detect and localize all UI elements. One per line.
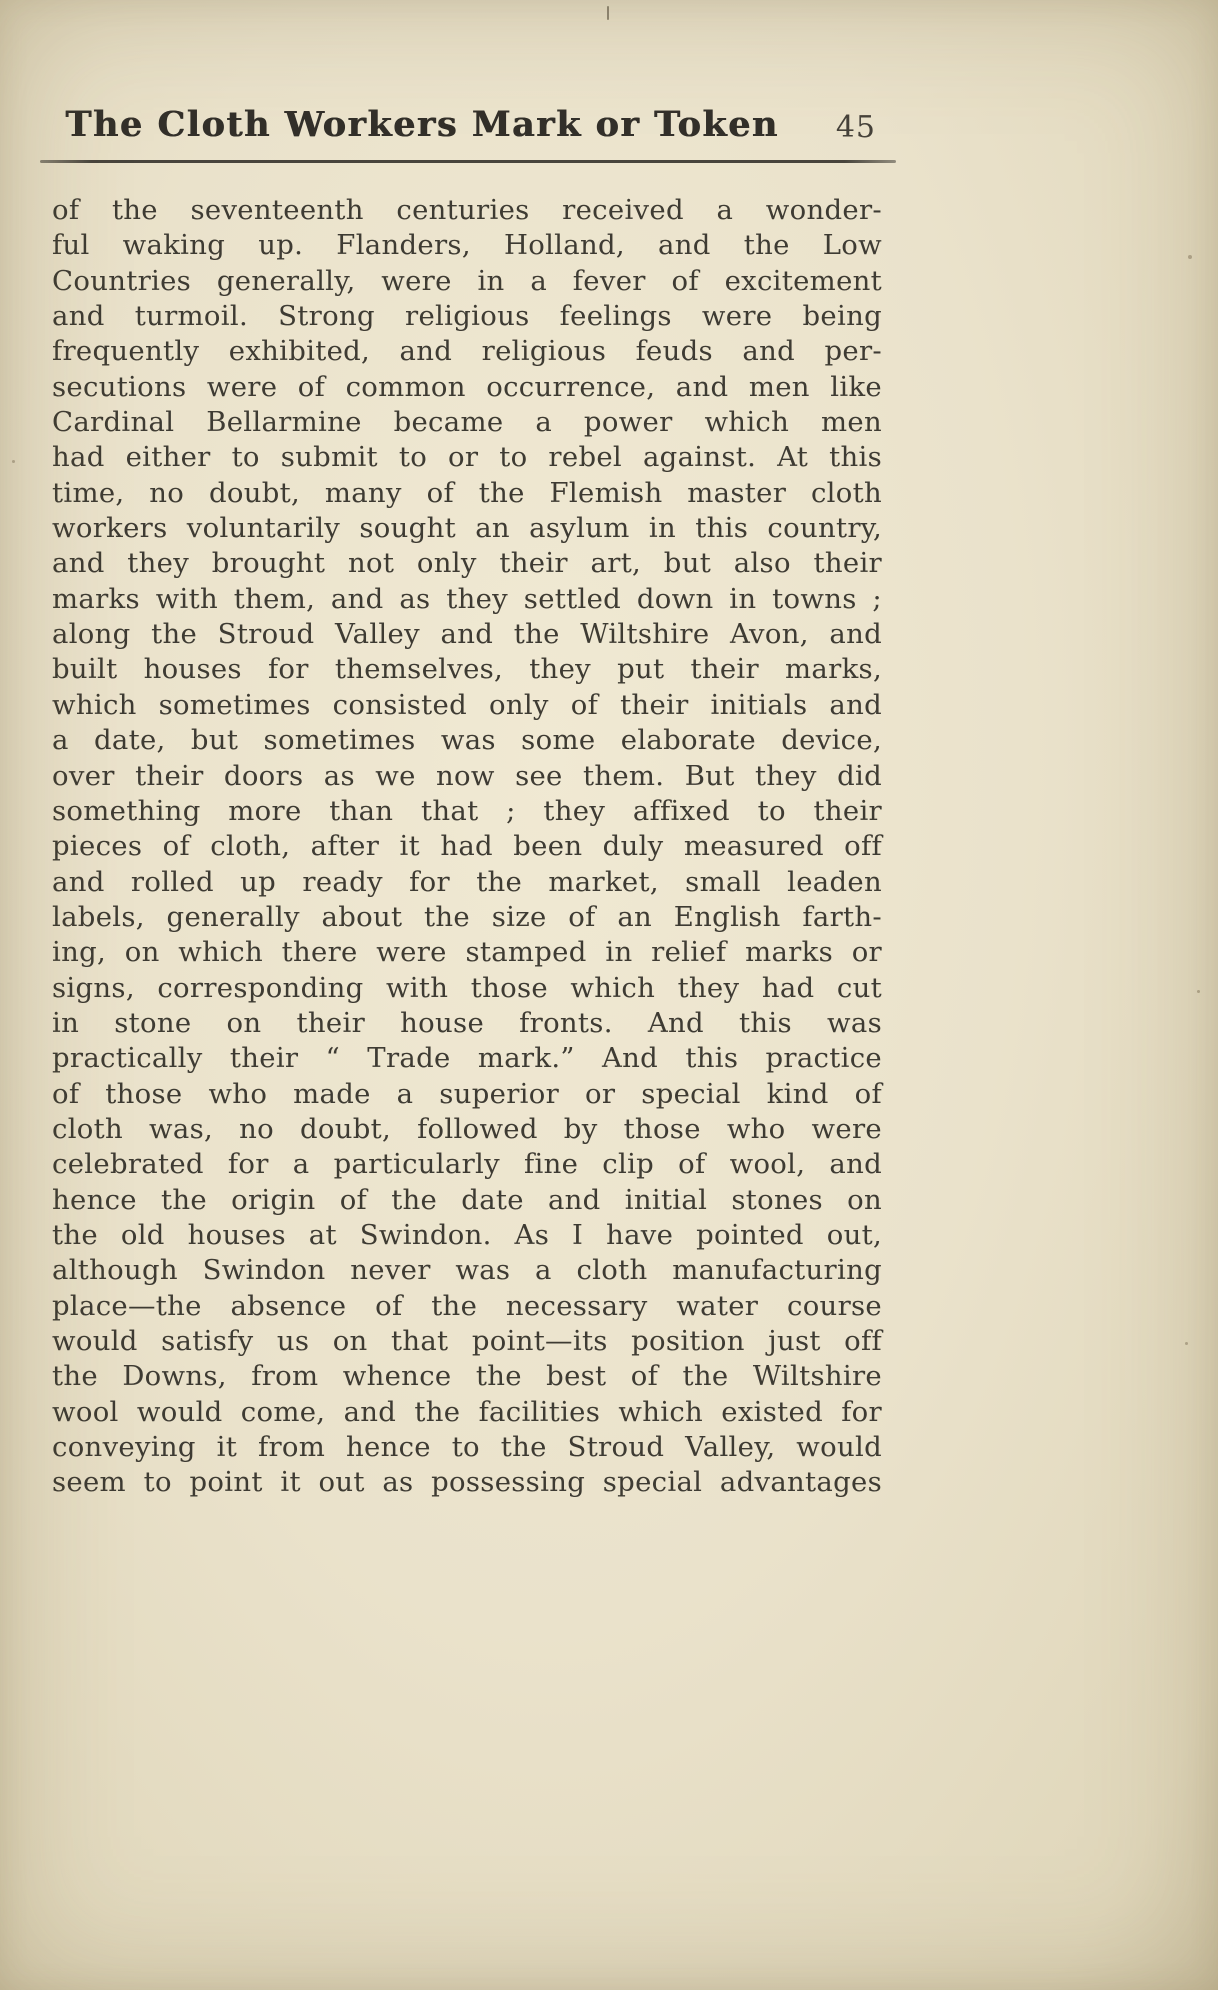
text-line: ful waking up. Flanders, Holland, and the Low (52, 229, 882, 262)
page-header (52, 104, 882, 156)
text-line: something more than that ; they affixed to their (52, 794, 882, 827)
text-line: Cardinal Bellarmine became a power which men (52, 406, 882, 439)
text-line: a date, but sometimes was some elaborate device, (52, 724, 882, 757)
text-line: signs, corresponding with those which they had cut (52, 971, 882, 1004)
body-text (52, 193, 882, 1501)
page-number: 45 (835, 110, 876, 145)
text-line: although Swindon never was a cloth manufacturing (52, 1254, 882, 1287)
text-line: would satisfy us on that point—its position just off (52, 1325, 882, 1357)
text-line: over their doors as we now see them. But they did (52, 759, 882, 792)
scan-speck (1197, 990, 1200, 993)
text-line: seem to point it out as possessing special advantages (52, 1466, 882, 1499)
text-line: of those who made a superior or special kind of (52, 1077, 882, 1110)
text-line: of the seventeenth centuries received a wonder- (52, 194, 882, 226)
text-line: the Downs, from whence the best of the Wiltshire (52, 1360, 882, 1393)
text-line: celebrated for a particularly fine clip of wool, and (52, 1148, 882, 1181)
text-line: along the Stroud Valley and the Wiltshire Avon, and (52, 618, 882, 651)
text-line: pieces of cloth, after it had been duly measured off (52, 830, 882, 863)
text-line: and they brought not only their art, but also their (52, 547, 882, 580)
text-line: which sometimes consisted only of their initials and (52, 688, 882, 721)
text-line: hence the origin of the date and initial stones on (52, 1183, 882, 1216)
text-line: frequently exhibited, and religious feuds and per- (52, 335, 882, 368)
text-line: built houses for themselves, they put their marks, (52, 653, 882, 686)
text-line: had either to submit to or to rebel against. At this (52, 441, 882, 474)
text-line: practically their “ Trade mark.” And this practice (52, 1042, 882, 1075)
text-line: and rolled up ready for the market, small leaden (52, 865, 882, 898)
scan-mark (607, 6, 609, 20)
text-line: ing, on which there were stamped in relief marks or (52, 936, 882, 969)
header-rule (40, 160, 896, 163)
text-line: time, no doubt, many of the Flemish master cloth (52, 476, 882, 509)
text-line: the old houses at Swindon. As I have pointed out, (52, 1218, 882, 1251)
text-line: place—the absence of the necessary water course (52, 1289, 882, 1322)
text-line: in stone on their house fronts. And this was (52, 1006, 882, 1039)
text-line: secutions were of common occurrence, and men like (52, 370, 882, 403)
text-line: workers voluntarily sought an asylum in this country, (52, 512, 882, 545)
scan-speck (1185, 1342, 1188, 1345)
text-line: wool would come, and the facilities which existed for (52, 1395, 882, 1428)
text-line: and turmoil. Strong religious feelings were being (52, 300, 882, 333)
text-line: labels, generally about the size of an English farth- (52, 900, 882, 933)
scan-speck (12, 460, 15, 463)
text-line: Countries generally, were in a fever of excitement (52, 264, 882, 297)
text-line: marks with them, and as they settled down in towns ; (52, 582, 882, 615)
scan-speck (1188, 255, 1192, 259)
text-line: conveying it from hence to the Stroud Valley, would (52, 1431, 882, 1464)
page-title: The Cloth Workers Mark or Token (65, 104, 779, 145)
text-line: cloth was, no doubt, followed by those who were (52, 1112, 882, 1145)
